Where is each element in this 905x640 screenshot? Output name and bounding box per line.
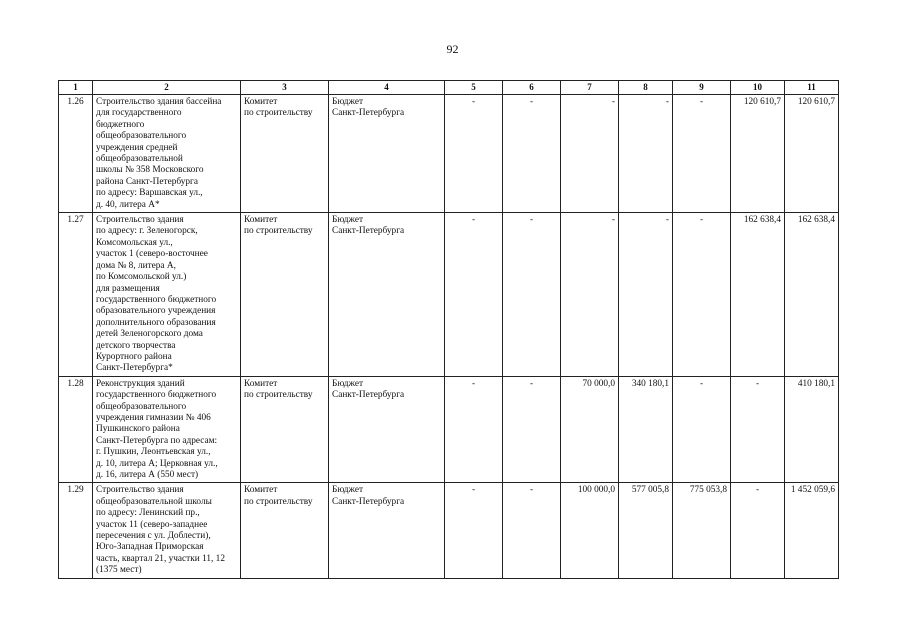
column-header: 7 [561, 81, 619, 95]
value-cell-6: - [503, 213, 561, 377]
value-cell-8: 340 180,1 [619, 376, 673, 483]
description-cell-line: района Санкт-Петербурга [96, 176, 198, 187]
value-cell-10: - [731, 376, 785, 483]
value-cell-8: 577 005,8 [619, 483, 673, 578]
table-row [59, 213, 839, 377]
funding-source-cell-line: Бюджет [332, 485, 364, 496]
description-cell-line: Юго-Западная Приморская [96, 542, 204, 553]
funding-source-cell-line: Бюджет [332, 97, 364, 107]
description-cell-line: по адресу: г. Зеленогорск, [96, 226, 198, 237]
value-cell-10: - [731, 483, 785, 578]
description-cell-line: дома № 8, литера А, [96, 260, 176, 271]
value-cell-7: 100 000,0 [561, 483, 619, 578]
description-cell-line: пересечения с ул. Доблести), [96, 531, 211, 542]
value-cell-9: - [673, 213, 731, 377]
funding-source-cell-line: Санкт-Петербурга [332, 226, 405, 237]
table-row [59, 95, 839, 213]
customer-cell [241, 95, 329, 213]
column-header: 2 [93, 81, 241, 95]
value-cell-7: - [561, 95, 619, 213]
description-cell-line: бюджетного [96, 119, 145, 130]
value-cell-5: - [445, 483, 503, 578]
column-header: 11 [785, 81, 839, 95]
description-cell-line: участок 1 (северо-восточнее [96, 249, 208, 260]
description-cell [93, 95, 241, 213]
value-cell-10: 162 638,4 [731, 213, 785, 377]
description-cell-line: школы № 358 Московского [96, 165, 204, 176]
customer-cell-line: по строительству [244, 226, 313, 237]
budget-table [58, 80, 839, 579]
value-cell-11: 120 610,7 [785, 95, 839, 213]
funding-source-cell [329, 376, 445, 483]
funding-source-cell [329, 213, 445, 377]
description-cell-line: для размещения [96, 283, 160, 294]
description-cell-line: Санкт-Петербурга по адресам: [96, 435, 218, 446]
description-cell-line: образовательного учреждения [96, 306, 216, 317]
description-cell-line: участок 11 (северо-западнее [96, 519, 208, 530]
value-cell-9: - [673, 95, 731, 213]
customer-cell [241, 376, 329, 483]
value-cell-8: - [619, 213, 673, 377]
customer-cell [241, 483, 329, 578]
description-cell-line: Комсомольская ул., [96, 237, 173, 248]
column-header: 1 [59, 81, 93, 95]
description-cell-line: государственного бюджетного [96, 390, 217, 401]
funding-source-cell-line: Бюджет [332, 215, 364, 226]
row-number-cell: 1.28 [59, 376, 93, 483]
description-cell-line: дополнительного образования [96, 317, 216, 328]
description-cell-line: общеобразовательной школы [96, 496, 212, 507]
table-row [59, 483, 839, 578]
description-cell-line: государственного бюджетного [96, 294, 217, 305]
value-cell-5: - [445, 95, 503, 213]
column-header: 4 [329, 81, 445, 95]
customer-cell [241, 213, 329, 377]
value-cell-10: 120 610,7 [731, 95, 785, 213]
value-cell-9: - [673, 376, 731, 483]
description-cell-line: детей Зеленогорского дома [96, 329, 203, 340]
header-row [59, 81, 839, 95]
customer-cell-line: по строительству [244, 108, 313, 119]
description-cell-line: г. Пушкин, Леонтьевская ул., [96, 447, 211, 458]
description-cell-line: учреждения гимназии № 406 [96, 412, 211, 423]
value-cell-11: 410 180,1 [785, 376, 839, 483]
column-header: 3 [241, 81, 329, 95]
description-cell-line: Строительство здания [96, 215, 184, 226]
description-cell-line: Курортного района [96, 351, 172, 362]
column-header: 9 [673, 81, 731, 95]
description-cell-line: Пушкинского района [96, 424, 180, 435]
table-row [59, 376, 839, 483]
description-cell-line: д. 40, литера А* [96, 199, 160, 210]
customer-cell-line: по строительству [244, 496, 313, 507]
description-cell-line: (1375 мест) [96, 565, 142, 576]
description-cell-line: учреждения средней [96, 142, 178, 153]
description-cell [93, 483, 241, 578]
page-number: 92 [446, 42, 459, 56]
customer-cell-line: Комитет [244, 485, 278, 496]
description-cell-line: общеобразовательного [96, 401, 187, 412]
value-cell-7: 70 000,0 [561, 376, 619, 483]
description-cell-line: Санкт-Петербурга* [96, 363, 173, 374]
row-number-cell: 1.26 [59, 95, 93, 213]
customer-cell-line: Комитет [244, 97, 278, 107]
column-header: 8 [619, 81, 673, 95]
description-cell-line: общеобразовательного [96, 131, 187, 142]
description-cell-line: Строительство здания [96, 485, 184, 496]
funding-source-cell-line: Бюджет [332, 378, 364, 389]
value-cell-6: - [503, 376, 561, 483]
value-cell-5: - [445, 376, 503, 483]
value-cell-11: 1 452 059,6 [785, 483, 839, 578]
value-cell-11: 162 638,4 [785, 213, 839, 377]
description-cell-line: д. 10, литера А; Церковная ул., [96, 458, 218, 469]
funding-source-cell-line: Санкт-Петербурга [332, 496, 405, 507]
description-cell-line: для государственного [96, 108, 182, 119]
funding-source-cell-line: Санкт-Петербурга [332, 108, 405, 119]
column-header: 10 [731, 81, 785, 95]
value-cell-6: - [503, 95, 561, 213]
funding-source-cell [329, 483, 445, 578]
value-cell-9: 775 053,8 [673, 483, 731, 578]
column-header: 6 [503, 81, 561, 95]
funding-source-cell [329, 95, 445, 213]
column-header: 5 [445, 81, 503, 95]
row-number-cell: 1.29 [59, 483, 93, 578]
customer-cell-line: Комитет [244, 215, 278, 226]
description-cell-line: д. 16, литера А (550 мест) [96, 470, 199, 480]
description-cell-line: по Комсомольской ул.) [96, 272, 187, 283]
value-cell-5: - [445, 213, 503, 377]
customer-cell-line: Комитет [244, 378, 278, 389]
description-cell-line: часть, квартал 21, участки 11, 12 [96, 553, 225, 564]
customer-cell-line: по строительству [244, 390, 313, 401]
description-cell-line: по адресу: Варшавская ул., [96, 188, 203, 199]
description-cell-line: общеобразовательной [96, 154, 183, 165]
funding-source-cell-line: Санкт-Петербурга [332, 390, 405, 401]
description-cell-line: Строительство здания бассейна [96, 97, 222, 107]
description-cell-line: детского творчества [96, 340, 176, 351]
description-cell-line: Реконструкция зданий [96, 378, 185, 389]
description-cell [93, 376, 241, 483]
description-cell-line: по адресу: Ленинский пр., [96, 508, 200, 519]
description-cell [93, 213, 241, 377]
value-cell-7: - [561, 213, 619, 377]
value-cell-8: - [619, 95, 673, 213]
value-cell-6: - [503, 483, 561, 578]
row-number-cell: 1.27 [59, 213, 93, 377]
